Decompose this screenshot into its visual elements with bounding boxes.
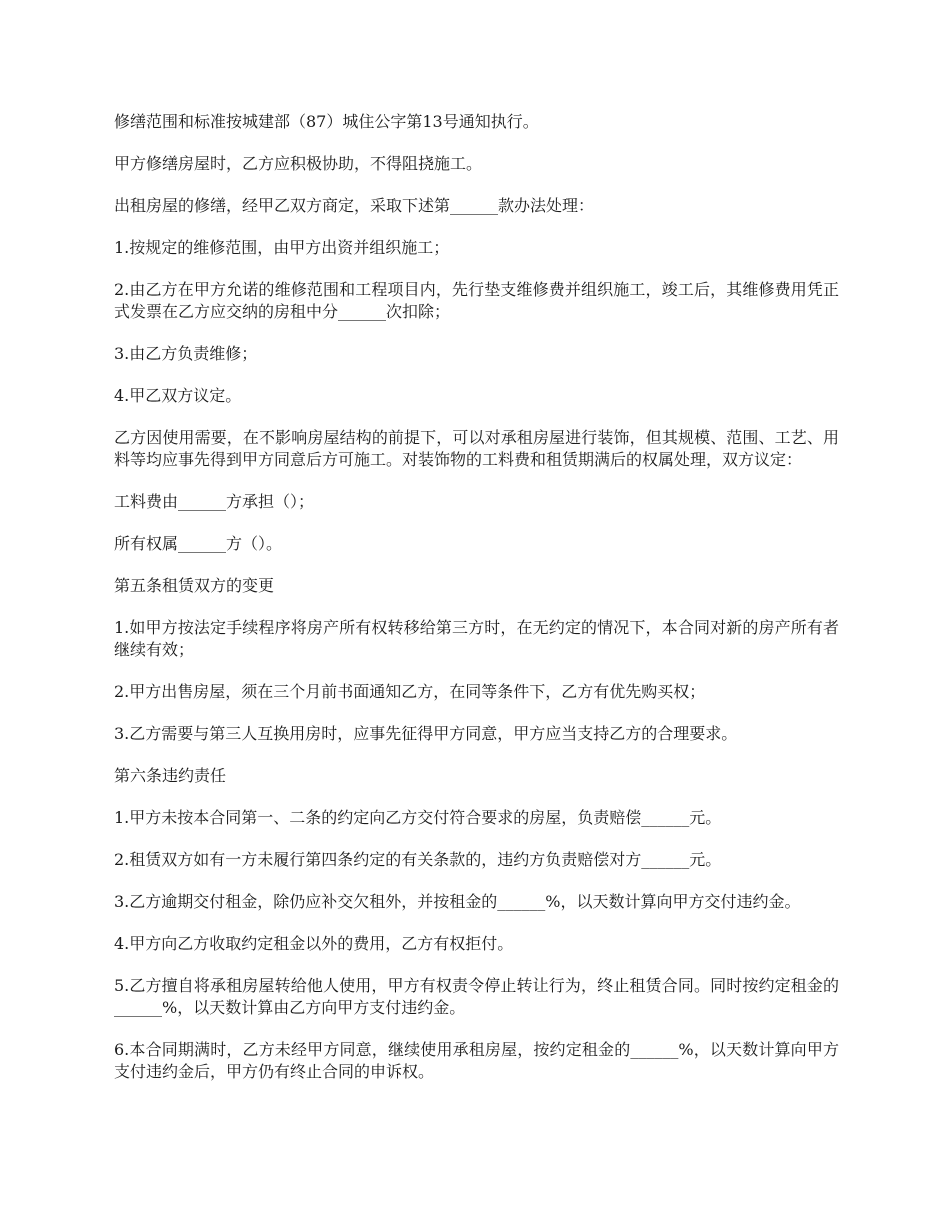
document-body: [114, 111, 839, 1103]
paragraph-liability-5: 5.乙方擅自将承租房屋转给他人使用，甲方有权责令停止转让行为，终止租赁合同。同时按约定租金的______%，以天数计算由乙方向甲方支付违约金。: [114, 976, 839, 1017]
paragraph-ownership: 所有权属______方（）。: [114, 534, 283, 553]
paragraph-change-1: 1.如甲方按法定手续程序将房产所有权转移给第三方时，在无约定的情况下，本合同对新的房产所有者继续有效；: [114, 618, 839, 659]
paragraph-repair-scope: 修缮范围和标准按城建部（87）城住公字第13号通知执行。: [114, 112, 539, 131]
paragraph-liability-4: 4.甲方向乙方收取约定租金以外的费用，乙方有权拒付。: [114, 934, 514, 953]
paragraph-repair-option-3: 3.由乙方负责维修；: [114, 344, 258, 363]
paragraph-liability-1: 1.甲方未按本合同第一、二条的约定向乙方交付符合要求的房屋，负责赔偿______元。: [114, 808, 722, 827]
paragraph-change-2: 2.甲方出售房屋，须在三个月前书面通知乙方，在同等条件下，乙方有优先购买权；: [114, 682, 706, 701]
paragraph-change-3: 3.乙方需要与第三人互换用房时，应事先征得甲方同意，甲方应当支持乙方的合理要求。: [114, 724, 738, 743]
paragraph-repair-option-1: 1.按规定的维修范围，由甲方出资并组织施工；: [114, 238, 450, 257]
paragraph-repair-option-2: 2.由乙方在甲方允诺的维修范围和工程项目内，先行垫支维修费并组织施工，竣工后，其维修费用凭正式发票在乙方应交纳的房租中分______次扣除；: [114, 280, 839, 321]
paragraph-liability-3: 3.乙方逾期交付租金，除仍应补交欠租外，并按租金的______%，以天数计算向甲方交付违约金。: [114, 892, 801, 911]
paragraph-decoration: 乙方因使用需要，在不影响房屋结构的前提下，可以对承租房屋进行装饰，但其规模、范围、工艺、用料等均应事先得到甲方同意后方可施工。对装饰物的工料费和租赁期满后的权属处理，双方议定：: [114, 428, 839, 469]
paragraph-liability-6: 6.本合同期满时，乙方未经甲方同意，继续使用承租房屋，按约定租金的______%，以天数计算向甲方支付违约金后，甲方仍有终止合同的申诉权。: [114, 1040, 839, 1081]
paragraph-material-cost: 工料费由______方承担（）；: [114, 492, 315, 511]
paragraph-liability-2: 2.租赁双方如有一方未履行第四条约定的有关条款的，违约方负责赔偿对方______元。: [114, 850, 722, 869]
section-heading-article-6: 第六条违约责任: [114, 766, 227, 785]
paragraph-repair-cooperation: 甲方修缮房屋时，乙方应积极协助，不得阻挠施工。: [114, 154, 483, 173]
paragraph-repair-method: 出租房屋的修缮，经甲乙双方商定，采取下述第______款办法处理：: [114, 196, 595, 215]
paragraph-repair-option-4: 4.甲乙双方议定。: [114, 386, 242, 405]
section-heading-article-5: 第五条租赁双方的变更: [114, 576, 275, 595]
